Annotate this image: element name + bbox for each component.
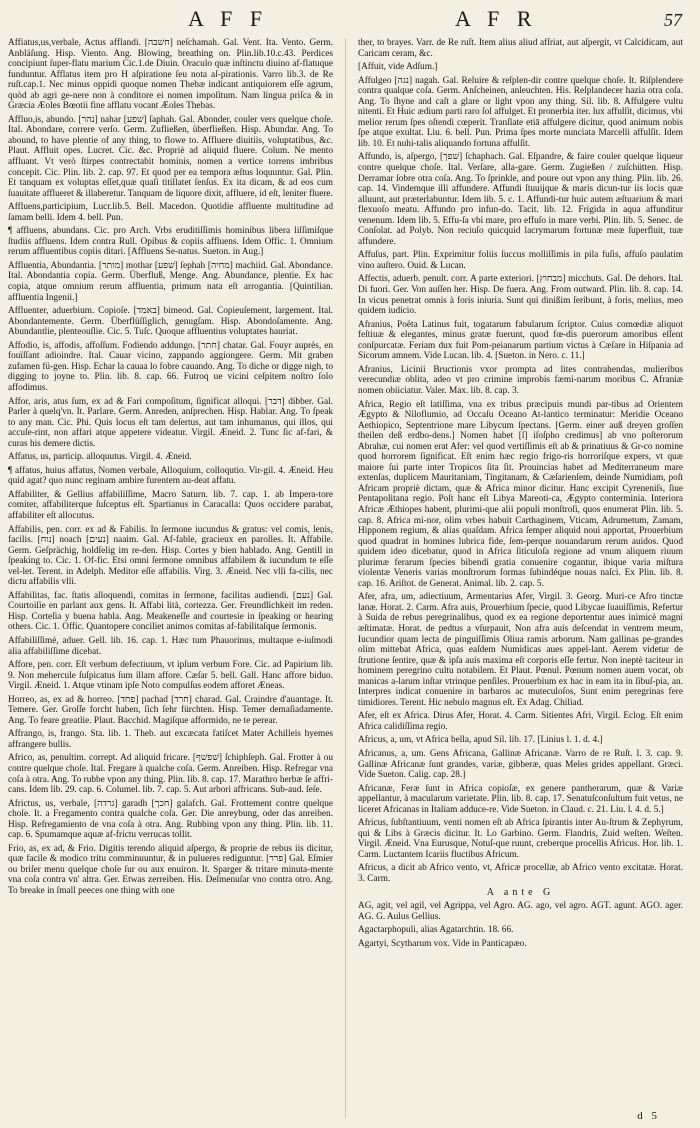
left-running-title: A F F xyxy=(188,6,269,31)
entry-affrico: Africo, as, penultim. corrept. Ad aliquid fricare. [שׁפשׁף] ſchiphſeph. Gal. Frotter à ou contre quelque choſe. Ital. Fregare à qualche coſa. Germ. Anreiben. Hisp. Refregar vna coſa à otra. Ang. To rubbe vpon any thing. Plin. lib. 8. cap. 17. Marathro herbæ ſe affri-cans. Idem lib. 29. cap. 6. Columel. lib. 7. cap. 5. Aut arbori affricans. Sub-aud. ſeſe. xyxy=(8,753,334,796)
entry-agactarphopuli: Agactarphopuli, alias Agatarchtin. 18. 66. xyxy=(358,925,514,936)
entry-africanus: Africanus, a, um. Gens Africana, Gallinæ Africanæ. Varro de re Ruſt. l. 3. cap. 9. Gallinæ Africanæ ſunt grandes, variæ, gibberæ, quas Meles grides appellant. Græci. Vide Sueton. Calig. cap. 28.] xyxy=(358,749,683,781)
entry-africanae: Africanæ, Feræ ſunt in Africa copioſæ, ex genere pantherarum, quæ & Variæ appellantur, à macularum varietate. Plin. lib. 8. cap. 17. Senatuſconſultum fuit vetus, ne liceret Africanas in Italiam adduce-re. Vide Sueton. in Claud. c. 21. Liu. l. 4. d. 5.] xyxy=(358,783,683,815)
entry-affore: Affore, pen. corr. Eſt verbum defectiuum, vt ipſum verbum Fore. Cic. ad Papirium lib. 9. Non mehercule ſuſpicatus ſum illam affore. Cæſar 5. bell. Gall. Hanc affore biduo. Virgil. Æneid. 1. Atque vtinam ipſe Noto compulſus eodem afforet Æneas. xyxy=(8,660,333,692)
entry-affrango: Affrango, is, frango. Sta. lib. 1. Theb. aut excæcata fatiſcet Mater Achilleis hyemes affrangere bullis. xyxy=(8,729,333,750)
entry-affluentia: Affluentia, Abundantia. [מותר] mothar [שׁפע] ſephah [מחיה] machiid. Gal. Abondance. Ital. Abondantia copia. Germ. Überfluß, Menge. Ang. Abundance, plentie. Ex hac copia, atque omnium rerum affluentia, primum nata eſt arrogantia. [Quintilian. affluentia Ingenii.] xyxy=(8,260,334,303)
entry-affatus-particip: Affatus, us, particip. alloquutus. Virgil. 4. Æneid. xyxy=(8,452,192,463)
entry-afforis: Affectis, aduerb. penult. corr. A parte exteriori. [מבחוץ] micchuts. Gal. De dehors. Ital. Di fuori. Ger. Von auſſen her. Hisp. De fuera. Ang. From outward. Plin. lib. 8. cap. 14. In vicus penetrat omnis à foris iniuria. Sunt qui dinißim ſeribunt, à foris, melius, meo quidem iudicio. xyxy=(358,274,683,317)
entry-affusus: Affuſus, part. Plin. Exprimitur foliis ſuccus molliſſimis in pila fuſis, affuſo paulatim vino auſtero. Ouid. & Lucan. xyxy=(358,250,683,271)
entry-affiatus: Affiatus,us,verbale, Actus afflandi. [חשׁבה] neſchamah. Gal. Vent. Ita. Vento. Germ. Anbläſung. Hisp. Viento. Ang. Blowing, breathing on. Plin.lib.10.c.43. Perdices concipiunt ſuper-flatu marium Cic.1.de Diuin. Oraculo quæ inſtinctu diuino af-flatuque funduntur. Afflatus item pro H aſpiratione ſeu nota aſ-pirationis. Varro lib.3. de Re ruſt.cap.1. Nec minus oppidi quoque nomen Thebæ indicant antiquiorem eſſe agrum, quòd ab agri ge-nere non à conditore ei nomen impoſitum. Nam lingua priſca & in Græcia Æoles Bœotii fine afflatu vocant Æoles Thebas. xyxy=(8,38,333,112)
entry-agartyi: Agartyi, Scytharum vox. Vide in Panticapæo. xyxy=(358,938,527,949)
signature-mark: d 5 xyxy=(637,1110,660,1122)
entry-afrania: Afranius, Licinii Bructionis vxor prompta ad lites contrahendas, mulieribus verecundiæ oblita, adeo vt pro crimine improbis fæmi-narum moribus C. Afraniæ nomen obiiciatur. Valer. Max. lib. 8. cap. 3. xyxy=(358,364,683,396)
entry-affabilitas: Affabilitas, fac. ſtatis alloquendi, comitas in ſermone, facilitas audiendi. [נעם] Gal. Courtoiſie en parlant aux gens. It. Affabi lità, cortezza. Ger. Freundlichkeit im reden. Hisp. Corteſia y buena habla. Ang. Meakeneſſe and courtesie in ſpeaking or hearing others. Cic. 1. Offic. Quantopere conciliet animos comitas af-fabilitaſque ſermonis. xyxy=(8,590,333,633)
entry-affhorreo: Horreo, as, ex ad & horreo. [פחד] pachad [חרד] charad. Gal. Craindre d'auantage. It. Temere. Ger. Groſſe forcht haben, ſich ſehr fürchten. Hisp. Temer demaſiadamente. Ang. To feare greatlie. Plaut. Bacchid. Magiſque afformido, ne te perear. xyxy=(8,694,333,726)
entry-affuit: [Affuit, vide Adſum.] xyxy=(358,62,438,73)
entry-africus-a: Africus, a dicit ab Africo vento, vt, Africæ procellæ, ab Africo vento excitatæ. Horat. 3. Carm. xyxy=(358,863,683,885)
section-heading: A ante G xyxy=(486,886,555,898)
right-column xyxy=(358,38,683,952)
entry-africus-ventus: Africus, ſubſtantiuum, venti nomen eſt ab Africa ſpirantis inter Au-ſtrum & Zephyrum, qui & Libs à Græcis dicitur. It. Lo Garbino. Germ. Flandris, Zuid weſten. Weſten. Virgil. Æneid. Vna Eurusque, Notuſ-que ruunt, creberque procellis Africus. Hor. lib. 1. Carm. Luctantem Icariis fluctibus Africum. xyxy=(358,818,683,860)
entry-africa: Africa, Regio eſt latiſſima, vna ex tribus præcipuis mundi par-tibus ad Orientem Ægypto & Niloflumio, ad Occaſu Oceano At-lantico terminatur: Meridie Oceano Aethiopico, Septentrione mare Libycum ſpectans. [Germ. einer auß dreyen groſſen theilen deß erdbo-dens.] Nomen habet [ſ] iſoſpho credimus] ab vno poſterorum Abrahæ, cui nomen erat Afer: vel quod vertiſſimis eſt ab & prinatiuus & Gr-co nomine quod horrorem ſignificat. Eſt enim hæc regio frigo-ris horroriſque expers, vt quæ maiore ſui parte inter Tropicos ſita ſit. Prouincias habet ad Mediterraneum mare extenſas, duplicem Mauritaniam, Tingitanam, & Cæſarienſem, deinde Numidiam, poſt Africam propriè dictam, quæ & Africa minor dicitur. Hanc excipit Cyreneniſs, ſiue Pentapolitana regio. Poſt hanc eſt Libya Mareoti-ca, Ægypto conterminia. Interiora Africæ Æthiopes habent, plurimi-que alii populi monſtroſi, quos enumerat Plin. lib. 5. cap. 8. Africa mi-nor, olim vrbes habuit Carthaginem, Vticam, Adrumetum, Zamam, Hipponem regium, & alias quaſdam. Africa ſemper aliquid noui apportat, Prouerbium quod quadrat in homines lubrica fide, ſem-perque nouandarum rerum auidos. Quod quidem ideo dicebatur, quod in Africa ſiticuloſa regione ad vnum aliquem riuum plurimæ ferarum ſpecies bibendi gratia conuenire cogantur, ibique varia miſtura violentæ Veneris varias monſtrorum formas ſubindéque nouas naſci. Ex Plin. lib. 8. cap. 16. Ariſtot. de Generat. Animal. lib. 2. cap. 5. xyxy=(358,399,683,589)
left-column xyxy=(8,38,333,900)
entry-continuation: ther, to brayes. Varr. de Re ruſt. Item alius aliud afſriat, aut aſpergit, vt Calcidicam, aut Caricam ceram, &c. xyxy=(358,38,683,59)
entry-affabiliter: Affabiliter, & Gellius affabiliſſime, Macro Saturn. lib. 7. cap. 1. ab Impera-tore comiter, affabiliterque ſuſceptus eſt. Spartianus in Caracalla: Quos occidere parabat, affabiliter eſt allocutus. xyxy=(8,489,333,521)
right-running-title: A F R xyxy=(455,6,538,31)
entry-affatus-nomen: ¶ affatus, huius affatus, Nomen verbale, Alloquium, colloqutio. Vir-gil. 4. Æneid. Heu quid agat? quo nunc reginam ambire furentem au-deat affatu. xyxy=(8,465,333,487)
entry-affulgeo: Affulgeo [נגה] nagah. Gal. Reluire & reſplen-dir contre quelque choſe. It. Riſplendere contra qualque coſa. Germ. Anſcheinen, anleuchten. His. Reſplandecer hazia otra coſa. Ang. To ſhyne and caſt a glare or light vpon any thing. Sil. lib. 8. Affulgere vultu nitenti. Et Huic ædium parti raro ſol affulget. Et pronerbia iter. lux affulſit, dicimus, vbi melior rerum ſpes oſtendi cœperit. Tranſlate etiā affulgere dicitur, quod animum nobis ſpe atque exultat. Liu. 6. bell. Pun. Prima ſpes morte nunciata Marcelli affulſit. Idem lib. 10. Et nuhi-talis aliquando fortuna affulſit. xyxy=(358,75,683,149)
entry-affor: Affor, aris, atus ſum, ex ad & Fari compoſitum, ſignificat alloqui. [דבר] dibber. Gal. Parler à quelq'vn. It. Parlare. Germ. Anreden, anſprechen. Hisp. Hablar. Ang. To ſpeak to any man. Cic. Phi. Quis locus eſt tam deſertus, aut tam inhumanus, qui illos, qui accuſe-rint, non affari atque appetere videatur. Virgil. Æneid. 2. Tunc ſic af-fari, & curas his demere dictis. xyxy=(8,396,333,449)
entry-affabilissime: Affabiliſſimè, aduer. Gell. lib. 16. cap. 1. Hæc tum Phauorinus, multaque e-iuſmodi alia affabiliſſime dicebat. xyxy=(8,635,333,657)
entry-afer-adj: Afer, afra, um, adiectiuum, Armentarius Afer, Virgil. 3. Georg. Muri-ce Afro tinctæ lanæ. Horat. 2. Carm. Afra auis, Prouerbium ſpecie, quod Libycae ſuauiſſimis, Refertur à Suida de rebus peregrinalibus, quod ex ea regione deportentur aues inimicè magni æſtimatæ. Horat. de pedtus a vſurpauit, Non afra auis deſcendat in ventrem meum, Iucundior quam lecta de pinguiſſimis Oliua ramis arborum. Nam gallinas pe-grandes olim mittebat Africa, quas eaſdem Numidicas aues appel-lant. Aerem videtur de ſtrutione ſentire, quæ & ipſa auis maxima eſt corporis eſſe fertur. Non ineptè taciteur in hominem peregrino cultu notabilem. Et Plaut. Pœnul. Pœnum nomen auem vocat, ob manicas a-larum inſtar vtrinque penſiles. Prouerbium ex hac in eam ita in ſibuſ-pia, an. Interpres indicat conuenire in barbaros ac muteculoſos, Sunt enim peregrinas fere timidiores. Terent. Hic nebulo magnus eſt. Ex Adag. Chiliad. xyxy=(358,592,683,708)
entry-afranius: Afranius, Poëta Latinus fuit, togatarum fabularum ſcriptor. Cuius comœdiæ aliquot feſtiuæ & elegantes, minus gratæ fuerunt, quod fœ-dis puerorum amoribus eſſent conſpurcatæ. Feriam dux fuit Pom-peianarum partium victus à Cæſare in Hiſpania ad Sicorum amnem. Vide Lucan. lib. 4. [Sueton. in Nero. c. 11.] xyxy=(358,319,683,362)
entry-affabilis: Affabilis, pen. corr. ex ad & Fabilis. In ſermone iucundus & gratus: vel comis, lenis, facilis. [נוח] noach [נעים] naaim. Gal. Af-fable, gracieux en parolles. It. Affabile. Germ. Geſprächig, holdſelig im re-den. Hisp. Cortes y bien hablado. Ang. Gentill in ſpeaking to. Cic. 1. Of-fic. Etsi omni ſermone omnibus affabilem & iucundum te eſſe vel-let. Terent. in Adelph. Meditor eſſe affabilis. Virg. 3. Æneid. Nec vlli fa-cilis, nec dictu affabilis vlli. xyxy=(8,524,333,588)
entry-affluens-abundans: ¶ affluens, abundans. Cic. pro Arch. Vrbs eruditiſſimis hominibus libera liſſimiſque ſtudiis affluens. Idem contra Rull. Opibus & copiis affluens. Idem Offic. 1. Omnium rerum affluentibus copiis ditari. [Affluens Se-natus. Sueton. in Aug.] xyxy=(8,226,333,258)
entry-africus-adj: Africus, a, um, vt Africa bella, apud Sil. lib. 17. [Linius l. 1. d. 4.] xyxy=(358,735,603,746)
entry-affluenter: Affluenter, aduerbium. Copioſe. [באמד] bimeod. Gal. Copieuſement, largement. Ital. Abondantemente. Germ. Überflüſſiglich, genugſam. Hisp. Abondoſamente. Ang. Abundantlie, plenteouſlie. Cic. 5. Tuſc. Quoque affluentius voluptates hauriat. xyxy=(8,306,333,338)
page-number: 57 xyxy=(664,10,682,30)
entry-affluens: Affluens,participium, Lucr.lib.5. Bell. Macedon. Quotidie affluente multitudine ad ſamam belli. Idem 4. bell. Pun. xyxy=(8,202,333,223)
entry-affodio: Affodio, is, affodis, affoſſum. Fodiendo addungo. [חתר] chatar. Gal. Fouyr auprès, en fouïſſant adioindre. Ital. Cauar vicino, zappando aggiongere. Germ. Mit graben zufamen fü-gen. Hisp. Echar la cauaa lo fobre cauando. Ang. To diche or digge nigh, to digging to joyne to. Plin. lib. 8. cap. 66. Futroq ue vicini ceſpitem noſtro ſolo affodimus. xyxy=(8,340,334,393)
entry-afer: Afer, eſt ex Africa. Dirus Afer, Horat. 4. Carm. Sitientes Afri, Virgil. Eclog. Eſt enim Africa calidiſſima regio. xyxy=(358,711,683,732)
entry-ag-abbrev: AG, agit, vel agil, vel Agrippa, vel Agro. AG. ago, vel agro. AGT. agunt. AGO. ager. AG. G. Aulus Gellius. xyxy=(358,901,683,922)
entry-affundo: Affundo, is, aſpergo, [שׁפך] ſchaphach. Gal. Eſpandre, & faire couler quelque liqueur contre quelque choſe. Ital. Verſare, alla-gare. Germ. Zugießen / zuſchütten. Hisp. Derramar ſobre otra coſa. Ang. To ſprinkle, and poure out vpon any thing. Plin. lib. 26. cap. 14. Vindemque illi affundere. Affundi ſtuuijque & maris dicun-tur iis locis quæ alluunt, aut præterlabuntur. Idem lib. 5. c. 1. Affundi-tur huic autem æſtuarium & mari flexuoſo meatu. Affundo pro infun-do. Tacit. lib. 12. Frigida in aqua affunditur venenum. Idem lib. 5. Effu-ſa vbi mare, pro effuſo in mare verbi. Plin. lib. 5. Senec. de Conſolat. ad Polyb. Non reciuſo quicquid lacrymarum fortunæ meæ ſuperfluit, tuæ affundere. xyxy=(358,152,683,247)
column-divider xyxy=(345,38,346,1118)
entry-affrictus: Africtus, us, verbale, [גרדה] garadh [חכך] galafch. Gal. Frottement contre quelque choſe. It. a Fregamento contra qualche coſa. Ger. Die anreybung, oder das anreiben. Hisp. Refregamiento de vna coſa à otra. Ang. Rubbing vpon any thing. Plin. lib. 11. cap. 6. Spumamque aquæ af-frictu verrucas tollit. xyxy=(8,798,333,841)
entry-affrio: Frio, as, ex ad, & Frio. Digitis terendo aliquid aſpergo, & proprie de rebus iis dicitur, quæ facile & modico tritu comminuuntur, & in pulueres rediguntur. [פרר] Gal. Eſmier ou briſer menu quelque choſe ſur ou aux enuiron. It. Sparger & tritare minuta-mente vna coſa contra vn' altra. Ger. Etwas zerreiben. His. Deſmenuſar vno contra otro. Ang. To breake in ſmall peeces one thing with one xyxy=(8,843,333,897)
running-header xyxy=(0,0,700,34)
entry-affluo: Affluo,is, abundo. [נהר] nahar [שׁפע] ſaphah. Gal. Abonder, couler vers quelque choſe. Ital. Abondare, correre verſo. Germ. Zufließen, überfließen. Hisp. Abundar. Ang. To abound, to have plentie of any thing, to flowe to. Affluere diuitiis, voluptatibus, &c. Plaut. Affluit opes. Lucret. Cic. &c. Propriè ad aliquid fluere. Colum. Ne mento affluant. Vt verò ſtirpes contrectabit hominis, nomen a vertice torrens imbribus concepit. Cic. Plin. lib. 2. cap. 97. Et quod per ea tempora æſtus loquuntur. Gal. Plin. Et tanquam ex voluptas eſſet,quæ quaſi titillatet ſenſus. Ex ita dicam, & ad eos cum ſuauitate afflueret & illaberetur. Tanquam de liquore dixit, affluere, id eſt, leniter fluere. xyxy=(8,114,333,199)
